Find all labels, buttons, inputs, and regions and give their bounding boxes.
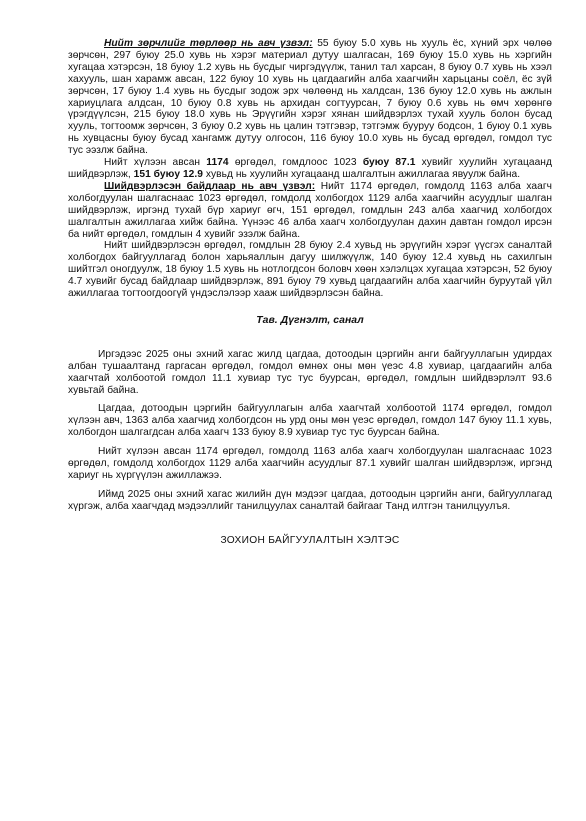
resolution-text-3: хувийг хуулийн хугацаанд шийдвэрлэж, xyxy=(68,157,552,180)
resolution-timing-paragraph xyxy=(68,157,552,181)
resolution-method-text: Нийт 1174 өргөдөл, гомдолд 1163 алба хаагч холбогдуулан шалгаснаас 1023 өргөдөл, гомдолд холбогдох 1129 алба хаагчийн асуудлыг шалган шийдвэрлэж, иргэнд тухай бүр хариуг өгч, 151 өргөдөл, гомдлын 243 алба хаагчид холбогдох шалгалтын ажиллагаа хийж байна. Үүнээс 46 алба хаагч холбогдуулан дахин давтан гомдол ирсэн ба нийт өргөдөл, гомдлын 4 хувийг эзэлж байна. xyxy=(68,180,552,240)
violations-by-type-text: 55 буюу 5.0 хувь нь хууль ёс, хүний эрх чөлөө зөрчсөн, 297 буюу 25.0 хувь нь хэрэг материал дутуу шалгасан, 169 буюу 15.0 хувь нь хэргийн хугацаа хэтэрсэн, 18 буюу 1.2 хувь нь бусдыг чиргэдүүлж, танил тал харсан, 8 буюу 0.7 хувь нь хээл хахууль, шан харамж авсан, 122 буюу 10 хувь нь цагдаагийн алба хаагчийн харьцаны соёл, ёс зүй зөрчсөн, 17 буюу 1.4 хувь нь бусдыг зодож эрх чөлөөнд нь халдсан, 136 буюу 12.0 хувь нь ажлын хариуцлага алдсан, 10 буюу 0.8 хувь нь архидан согтуурсан, 7 буюу 0.6 хувь нь өмч хөрөнгө үрэгдүүлсэн, 215 буюу 18.0 хувь нь Эрүүгийн хэрэг хянан шийдвэрлэх тухай хууль болон бусад хууль, тогтоомж зөрчсөн, 3 буюу 0.2 хувь нь цалин тэтгэвэр, тэтгэмж бууруу бодсон, 1 буюу 0.1 хувь нь хувцасны буюу бусад хангамж дутуу олгосон, 116 буюу 10.0 хувь нь бусад өргөдөл, гомдол тус тус ээзлж байна. xyxy=(68,38,552,157)
resolution-bold-1: 1174 xyxy=(206,157,229,169)
conclusion-paragraph-1: Иргэдээс 2025 оны эхний хагас жилд цагдаа, дотоодын цэргийн анги байгууллагын удирдах албан тушаалтанд гаргасан өргөдөл, гомдол өмнөх оны мөн үеэс 4.8 хувиар, цагдаагийн алба хаагчтай холбоотой гомдол 11.1 хувиар тус тус буурсан, өргөдөл, гомдлын шийдвэрлэлт 93.6 хувьтай байна. xyxy=(68,348,552,396)
section-title: Тав. Дүгнэлт, санал xyxy=(256,314,364,326)
violations-by-type-heading: Нийт зөрчлийг төрлөөр нь авч үзвэл: xyxy=(104,38,313,49)
resolution-method-heading: Шийдвэрлэсэн байдлаар нь авч үзвэл: xyxy=(104,180,316,192)
resolution-bold-2: буюу 87.1 xyxy=(362,157,416,169)
resolution-text-4: хувьд нь хуулийн хугацаанд шалгалтын ажиллагаа явуулж байна. xyxy=(202,168,521,180)
outcomes-paragraph: Нийт шийдвэрлэсэн өргөдөл, гомдлын 28 буюу 2.4 хувьд нь эрүүгийн хэрэг үүсгэх саналтай холбогдох байгууллагад болон харьяаллын дагуу шилжүүлж, 140 буюу 12.4 хувьд нь сахилгын шийтгэл оногдуулж, 18 буюу 1.5 хувь нь нотлогдсон боловч хөөн хэлэлцэх хугацаа хэтэрсэн, 52 буюу 4.7 хувийг бусад байдлаар шийдвэрлэж, 891 буюу 79 хувьд цагдаагийн алба хаагчийн буруутай үйл ажиллагаа тогтоогдоогүй үндэслэлээр хааж шийдвэрлэсэн байна. xyxy=(68,240,552,300)
conclusion-paragraph-4: Иймд 2025 оны эхний хагас жилийн дүн мэдээг цагдаа, дотоодын цэргийн анги, байгууллагад хүргэж, алба хаагчдад мэдээллийг танилцуулах саналтай байгааг Танд илтгэн танилцуулъя. xyxy=(68,488,552,512)
resolution-method-paragraph xyxy=(68,181,552,241)
resolution-text-1: Нийт хүлээн авсан xyxy=(104,157,207,169)
resolution-bold-3: 151 буюу 12.9 xyxy=(133,168,203,180)
conclusion-paragraph-3: Нийт хүлээн авсан 1174 өргөдөл, гомдолд 1163 алба хаагч холбогдуулан шалгаснаас 1023 өргөдөл, гомдолд холбогдох 1129 алба хаагчийн асуудлыг 87.1 хувийг шалган шийдвэрлэж, иргэнд хариуг нь хүргүүлэн ажиллажээ. xyxy=(68,446,552,481)
resolution-text-2: өргөдөл, гомдлоос 1023 xyxy=(228,157,363,169)
conclusion-paragraph-2: Цагдаа, дотоодын цэргийн байгууллагын алба хаагчтай холбоотой 1174 өргөдөл, гомдол хүлээн авч, 1363 алба хаагчид холбогдсон нь урд оны мөн үеэс өргөдөл, гомдол 147 буюу 11.1 хувь, холбогдон шалгагдсан алба хаагч 133 буюу 8.9 хувиар тус тус буурсан байна. xyxy=(68,403,552,439)
document-page xyxy=(68,38,552,547)
violations-by-type-paragraph xyxy=(68,38,552,157)
department-signature: ЗОХИОН БАЙГУУЛАЛТЫН ХЭЛТЭС xyxy=(220,534,400,546)
